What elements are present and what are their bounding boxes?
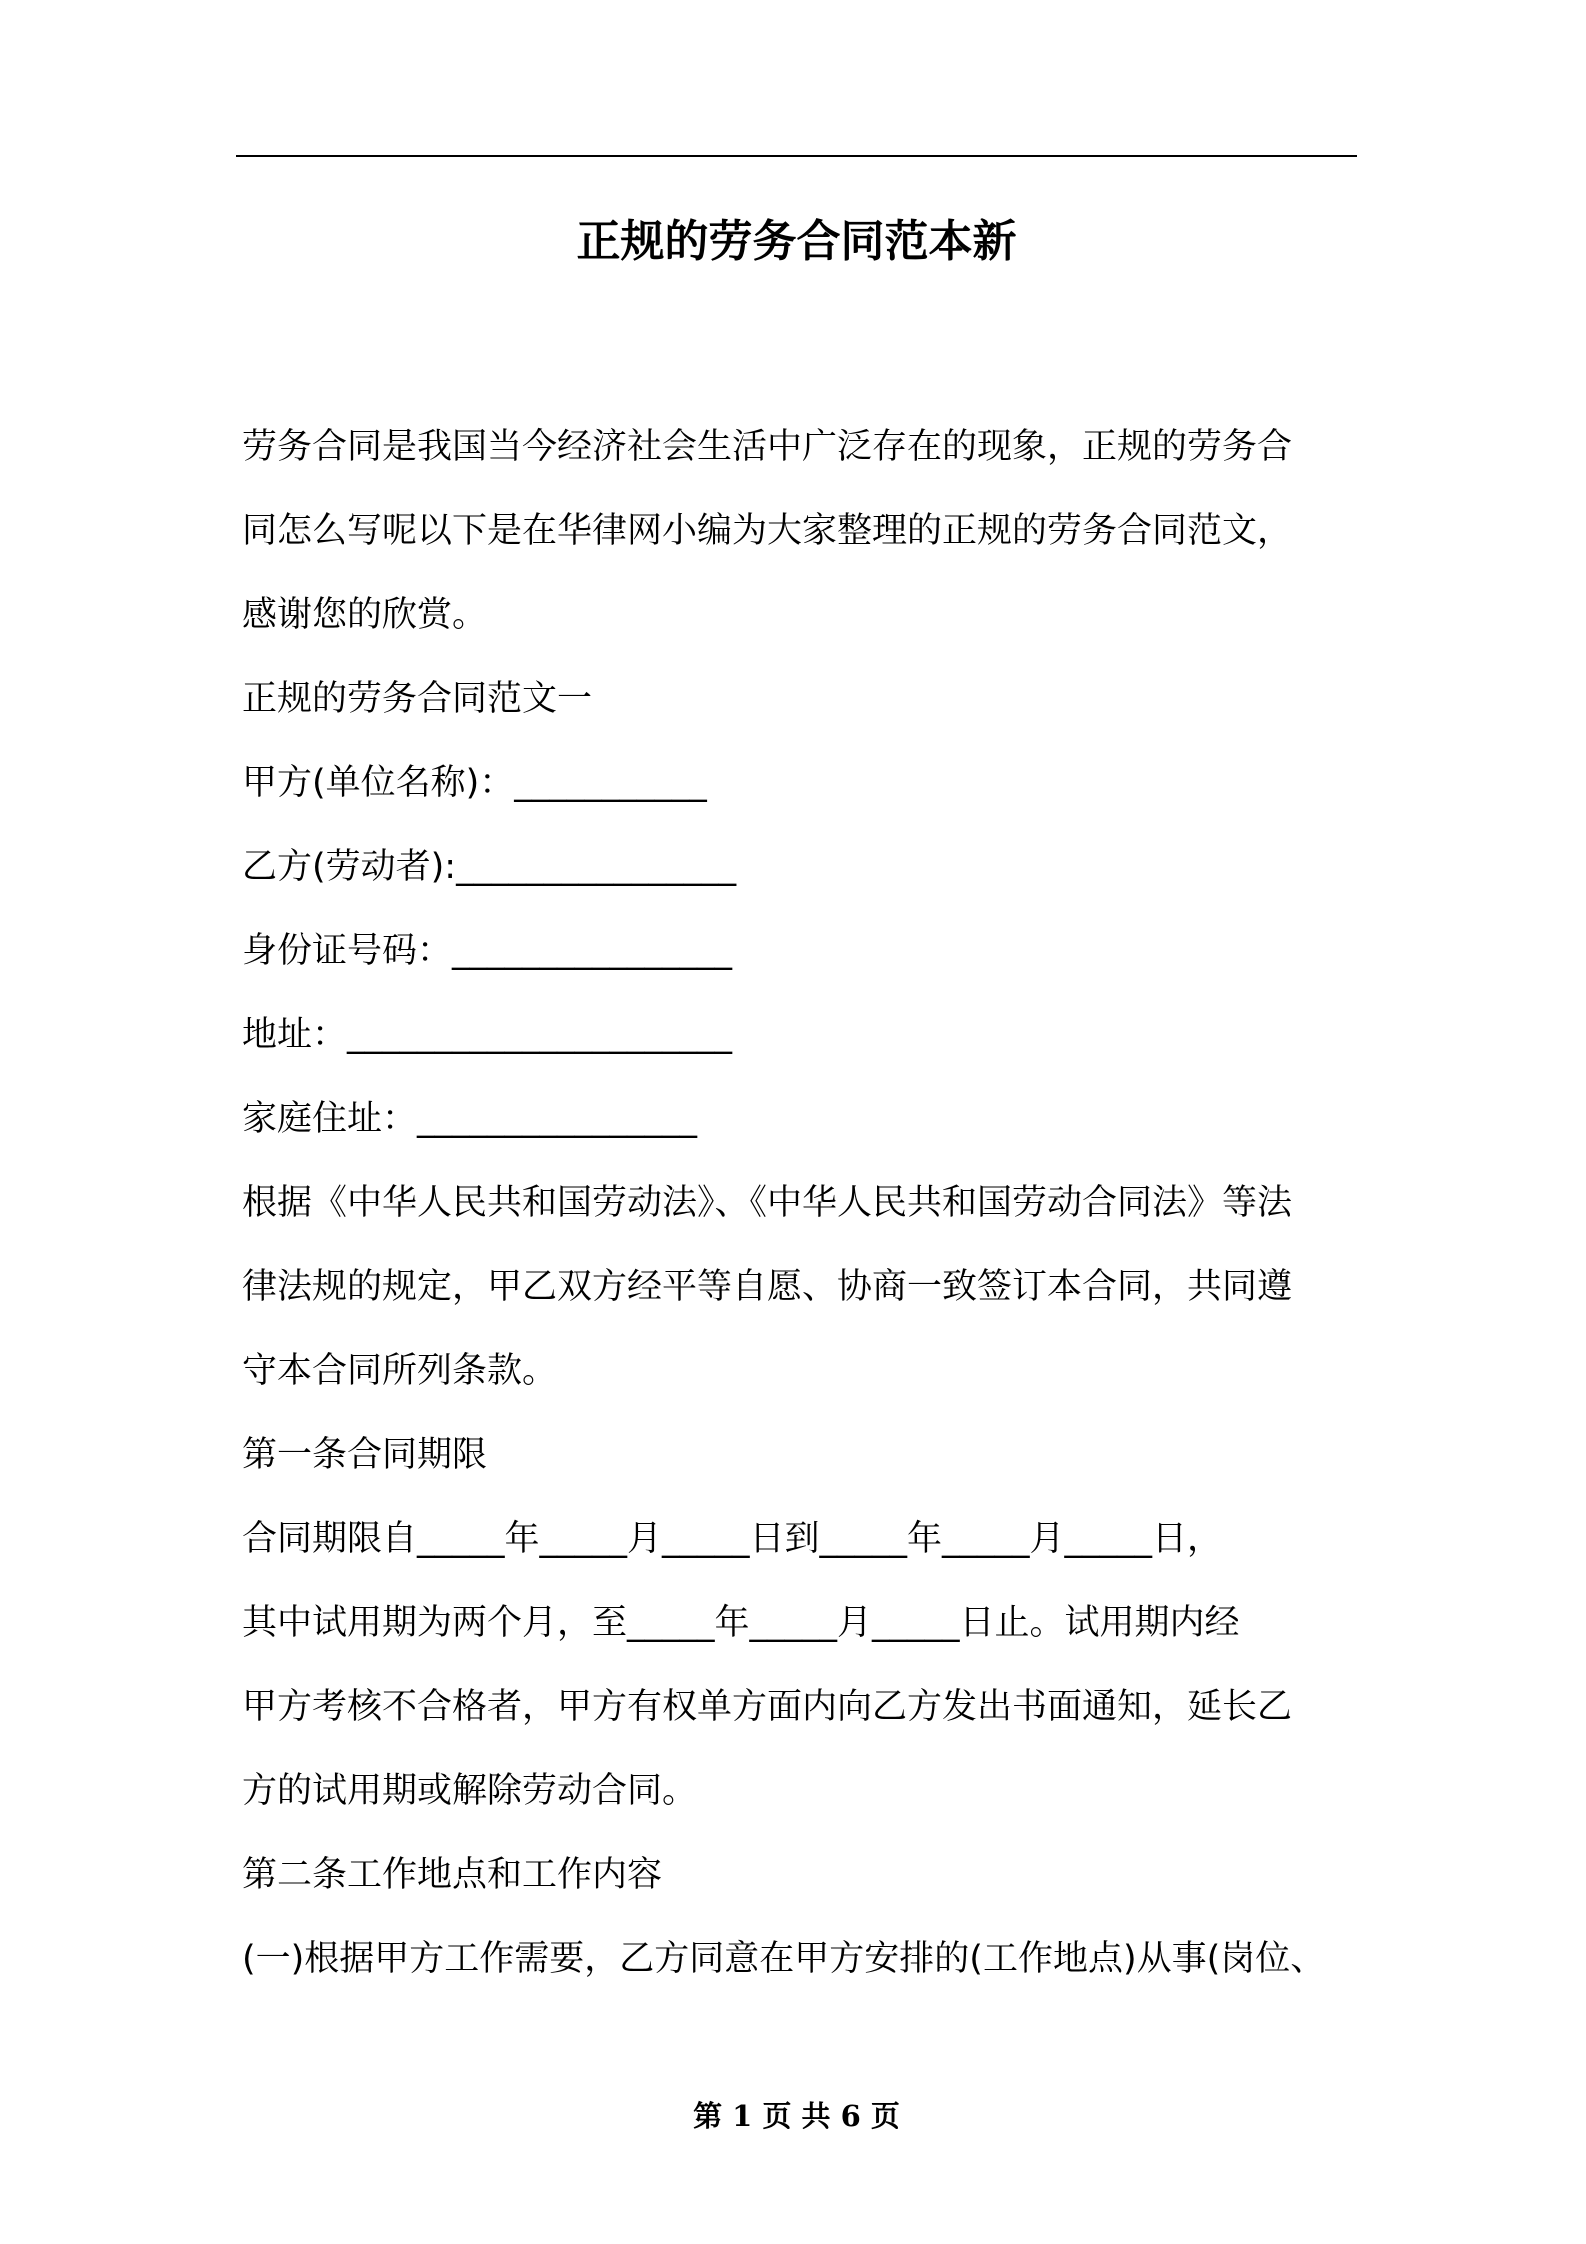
paragraph-line: (一)根据甲方工作需要，乙方同意在甲方安排的(工作地点)从事(岗位、	[242, 1939, 1326, 1979]
form-field-party-a: 甲方(单位名称)：___________	[242, 763, 707, 803]
form-field-home-address: 家庭住址：________________	[242, 1099, 698, 1139]
form-field-party-b: 乙方(劳动者):________________	[242, 847, 737, 887]
paragraph-line: 感谢您的欣赏。	[242, 595, 488, 635]
page-number-footer: 第 1 页 共 6 页	[693, 2099, 900, 2133]
paragraph-line: 合同期限自_____年_____月_____日到_____年_____月_____日，	[242, 1519, 1223, 1559]
paragraph-line: 律法规的规定，甲乙双方经平等自愿、协商一致签订本合同，共同遵	[242, 1267, 1293, 1307]
paragraph-line: 劳务合同是我国当今经济社会生活中广泛存在的现象，正规的劳务合	[242, 427, 1293, 467]
article-heading: 第二条工作地点和工作内容	[242, 1855, 663, 1895]
paragraph-line: 方的试用期或解除劳动合同。	[242, 1771, 698, 1811]
paragraph-line: 同怎么写呢以下是在华律网小编为大家整理的正规的劳务合同范文，	[242, 511, 1293, 551]
paragraph-line: 甲方考核不合格者，甲方有权单方面内向乙方发出书面通知，延长乙	[242, 1687, 1293, 1727]
paragraph-line: 其中试用期为两个月，至_____年_____月_____日止。试用期内经	[242, 1603, 1240, 1643]
paragraph-line: 守本合同所列条款。	[242, 1351, 558, 1391]
section-heading: 正规的劳务合同范文一	[242, 679, 593, 719]
document-body	[242, 405, 1382, 2001]
form-field-id-number: 身份证号码：________________	[242, 931, 733, 971]
paragraph-line: 根据《中华人民共和国劳动法》、《中华人民共和国劳动合同法》等法	[242, 1183, 1293, 1223]
header-rule	[236, 155, 1357, 157]
article-heading: 第一条合同期限	[242, 1435, 488, 1475]
document-title: 正规的劳务合同范本新	[576, 216, 1017, 267]
form-field-address: 地址：______________________	[242, 1015, 733, 1055]
